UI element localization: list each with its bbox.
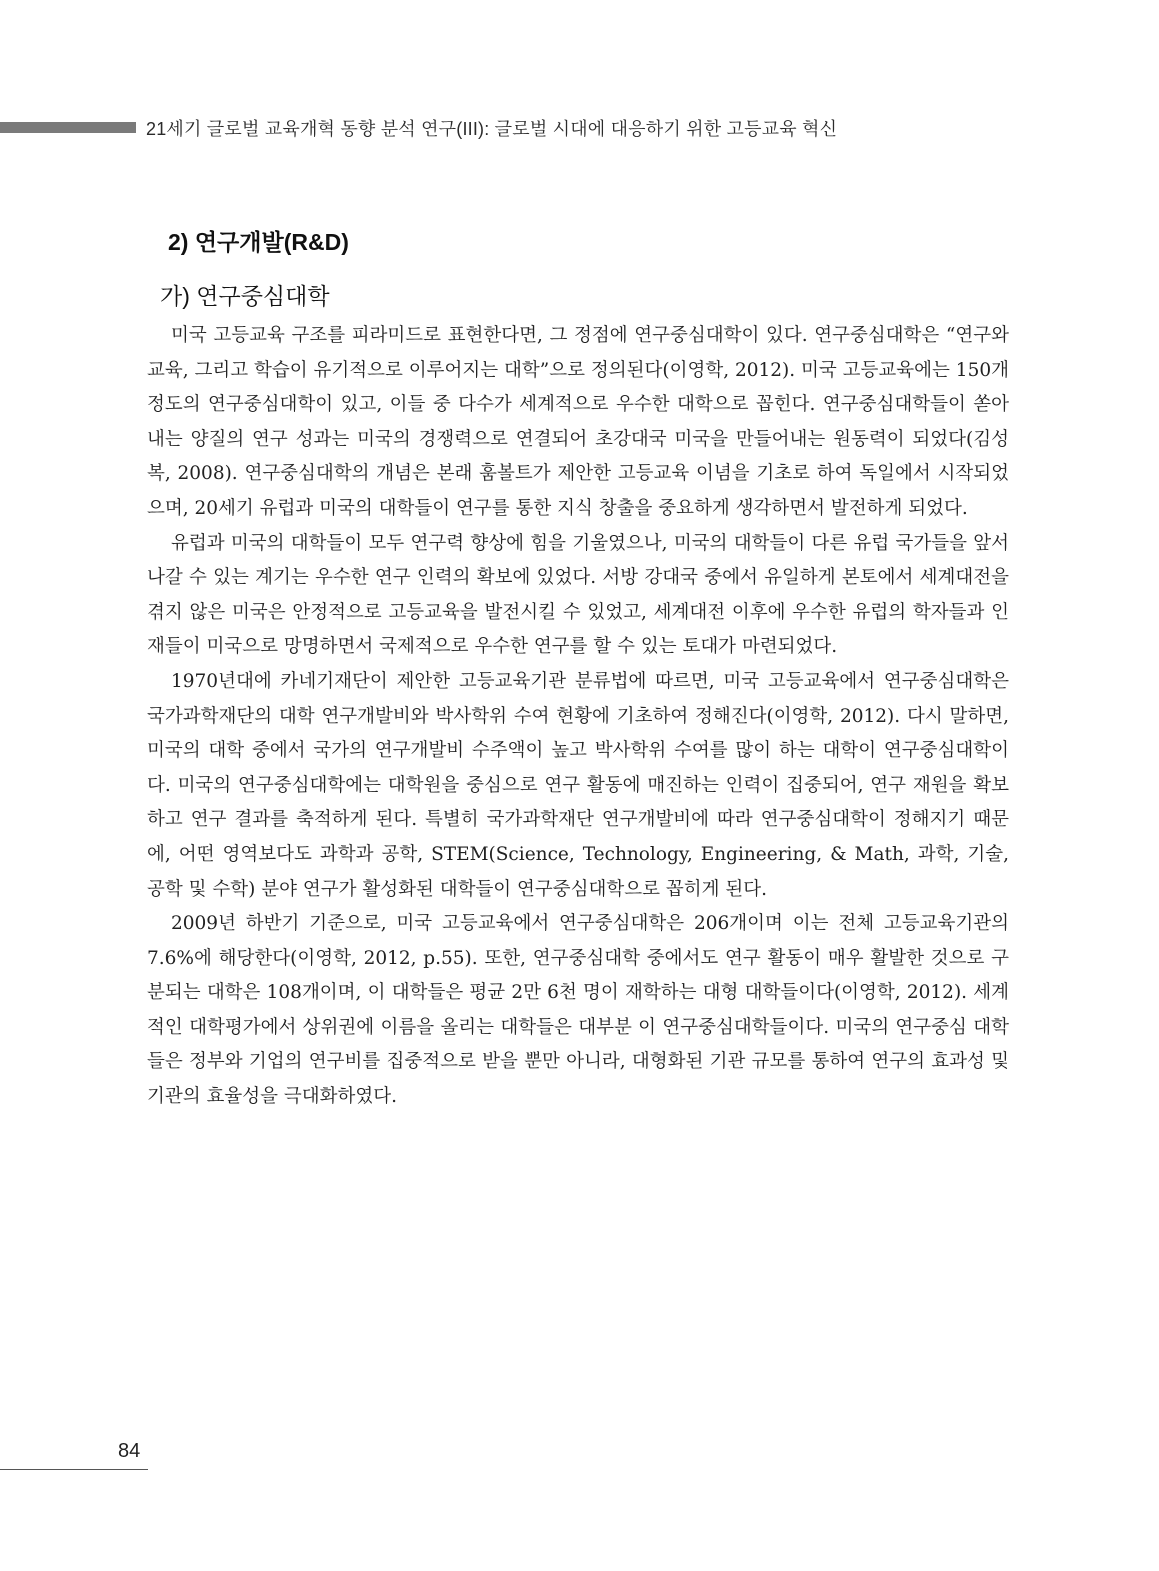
paragraph-4: 2009년 하반기 기준으로, 미국 고등교육에서 연구중심대학은 206개이며 이는 전체 고등교육기관의 7.6%에 해당한다(이영학, 2012, p.55). 또한, 연구중심대학 중에서도 연구 활동이 매우 활발한 것으로 구분되는 대학은 108개이며, 이 대학들은 평균 2만 6천 명이 재학하는 대형 대학들이다(이영학, 2012). 세계적인 대학평가에서 상위권에 이름을 올리는 대학들은 대부분 이 연구중심대학들이다. 미국의 연구중심 대학들은 정부와 기업의 연구비를 집중적으로 받을 뿐만 아니라, 대형화된 기관 규모를 통하여 연구의 효과성 및 기관의 효율성을 극대화하였다. xyxy=(147,913,1009,1108)
footer-rule xyxy=(0,1469,148,1470)
paragraph-1: 미국 고등교육 구조를 피라미드로 표현한다면, 그 정점에 연구중심대학이 있다. 연구중심대학은 “연구와 교육, 그리고 학습이 유기적으로 이루어지는 대학”으로 정의된다(이영학, 2012). 미국 고등교육에는 150개 정도의 연구중심대학이 있고, 이들 중 다수가 세계적으로 우수한 대학으로 꼽힌다. 연구중심대학들이 쏟아내는 양질의 연구 성과는 미국의 경쟁력으로 연결되어 초강대국 미국을 만들어내는 원동력이 되었다(김성복, 2008). 연구중심대학의 개념은 본래 훔볼트가 제안한 고등교육 이념을 기초로 하여 독일에서 시작되었으며, 20세기 유럽과 미국의 대학들이 연구를 통한 지식 창출을 중요하게 생각하면서 발전하게 되었다. xyxy=(147,325,1009,519)
page-number: 84 xyxy=(118,1440,141,1462)
section-heading: 2) 연구개발(R&D) xyxy=(168,229,349,255)
subsection-heading: 가) 연구중심대학 xyxy=(160,283,330,309)
paragraph-2: 유럽과 미국의 대학들이 모두 연구력 향상에 힘을 기울였으나, 미국의 대학들이 다른 유럽 국가들을 앞서나갈 수 있는 계기는 우수한 연구 인력의 확보에 있었다. 서방 강대국 중에서 유일하게 본토에서 세계대전을 겪지 않은 미국은 안정적으로 고등교육을 발전시킬 수 있었고, 세계대전 이후에 우수한 유럽의 학자들과 인재들이 미국으로 망명하면서 국제적으로 우수한 연구를 할 수 있는 토대가 마련되었다. xyxy=(147,532,1009,658)
paragraph-3: 1970년대에 카네기재단이 제안한 고등교육기관 분류법에 따르면, 미국 고등교육에서 연구중심대학은 국가과학재단의 대학 연구개발비와 박사학위 수여 현황에 기초하여 정해진다(이영학, 2012). 다시 말하면, 미국의 대학 중에서 국가의 연구개발비 수주액이 높고 박사학위 수여를 많이 하는 대학이 연구중심대학이다. 미국의 연구중심대학에는 대학원을 중심으로 연구 활동에 매진하는 인력이 집중되어, 연구 재원을 확보하고 연구 결과를 축적하게 된다. 특별히 국가과학재단 연구개발비에 따라 연구중심대학이 정해지기 때문에, 어떤 영역보다도 과학과 공학, STEM(Science, Technology, Engineering, & Math, 과학, 기술, 공학 및 수학) 분야 연구가 활성화된 대학들이 연구중심대학으로 꼽히게 된다. xyxy=(147,670,1009,900)
running-header: 21세기 글로벌 교육개혁 동향 분석 연구(III): 글로벌 시대에 대응하기 위한 고등교육 혁신 xyxy=(146,119,838,139)
header-accent-bar xyxy=(0,122,136,133)
body-text xyxy=(147,319,1009,1115)
